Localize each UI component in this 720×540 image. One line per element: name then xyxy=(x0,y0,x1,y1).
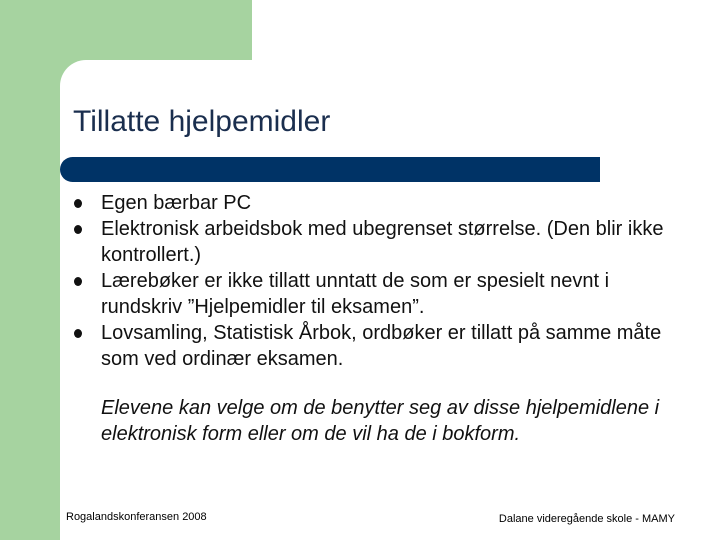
slide-title: Tillatte hjelpemidler xyxy=(73,105,331,138)
italic-note: Elevene kan velge om de benytter seg av disse hjelpemidlene i elektronisk form eller om de vil ha de i bokform. xyxy=(101,397,660,445)
bullet-dot-icon xyxy=(74,277,82,286)
bullet-text: Elektronisk arbeidsbok med ubegrenset størrelse. (Den blir ikke kontrollert.) xyxy=(101,218,664,266)
bullet-text: Lovsamling, Statistisk Årbok, ordbøker er tillatt på samme måte som ved ordinær eksamen. xyxy=(101,322,662,370)
bullet-item xyxy=(72,320,672,372)
bullet-text: Lærebøker er ikke tillatt unntatt de som er spesielt nevnt i rundskriv ”Hjelpemidler til eksamen”. xyxy=(101,270,610,318)
bullet-item xyxy=(72,190,672,216)
footer-left: Rogalandskonferansen 2008 xyxy=(66,511,207,523)
bullet-text: Egen bærbar PC xyxy=(101,192,252,214)
bullet-item xyxy=(72,268,672,320)
bullet-list xyxy=(72,190,672,372)
bullet-dot-icon xyxy=(74,225,82,234)
bullet-item xyxy=(72,216,672,268)
footer-right: Dalane videregående skole - MAMY xyxy=(498,513,675,525)
title-underline-bar xyxy=(60,157,600,182)
bullet-dot-icon xyxy=(74,199,82,208)
bullet-dot-icon xyxy=(74,329,82,338)
